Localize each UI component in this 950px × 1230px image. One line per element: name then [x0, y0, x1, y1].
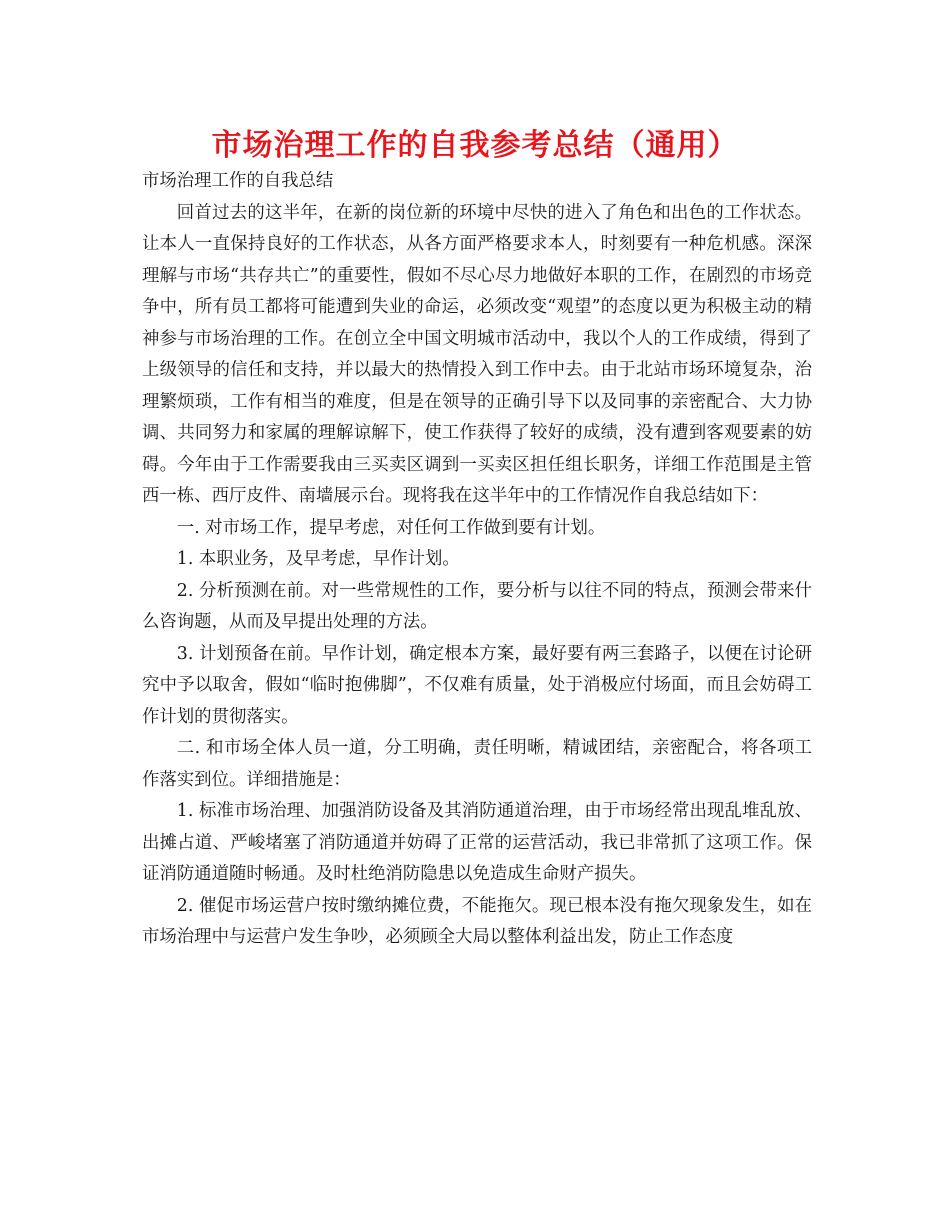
document-body — [142, 166, 812, 954]
paragraph: 2. 分析预测在前。对一些常规性的工作，要分析与以往不同的特点，预测会带来什么咨询题，从而及早提出处理的方法。 — [142, 580, 812, 632]
paragraph: 回首过去的这半年，在新的岗位新的环境中尽快的进入了角色和出色的工作状态。让本人一直保持良好的工作状态，从各方面严格要求本人，时刻要有一种危机感。深深理解与市场“共存共亡”的重要性，假如不尽心尽力地做好本职的工作，在剧烈的市场竞争中，所有员工都将可能遭到失业的命运，必须改变“观望”的态度以更为积极主动的精神参与市场治理的工作。在创立全中国文明城市活动中，我以个人的工作成绩，得到了上级领导的信任和支持，并以最大的热情投入到工作中去。由于北站市场环境复杂，治理繁烦琐，工作有相当的难度，但是在领导的正确引导下以及同事的亲密配合、大力协调、共同努力和家属的理解谅解下，使工作获得了较好的成绩，没有遭到客观要素的妨碍。今年由于工作需要我由三买卖区调到一买卖区担任组长职务，详细工作范围是主管西一栋、西厅皮件、南墙展示台。现将我在这半年中的工作情况作自我总结如下： — [142, 202, 812, 506]
document-title: 市场治理工作的自我参考总结（通用） — [211, 128, 739, 163]
paragraph: 3. 计划预备在前。早作计划，确定根本方案，最好要有两三套路子，以便在讨论研究中予以取舍，假如“临时抱佛脚”，不仅难有质量，处于消极应付场面，而且会妨碍工作计划的贯彻落实。 — [142, 643, 812, 727]
paragraph: 1. 本职业务，及早考虑，早作计划。 — [176, 549, 460, 569]
paragraph: 2. 催促市场运营户按时缴纳摊位费，不能拖欠。现已根本没有拖欠现象发生，如在市场治理中与运营户发生争吵，必须顾全大局以整体利益出发，防止工作态度 — [142, 895, 812, 947]
paragraph: 1. 标准市场治理、加强消防设备及其消防通道治理，由于市场经常出现乱堆乱放、出摊占道、严峻堵塞了消防通道并妨碍了正常的运营活动，我已非常抓了这项工作。保证消防通道随时畅通。及时杜绝消防隐患以免造成生命财产损失。 — [142, 801, 812, 884]
document-subtitle: 市场治理工作的自我总结 — [142, 171, 334, 191]
paragraph: 二. 和市场全体人员一道，分工明确，责任明晰，精诚团结，亲密配合，将各项工作落实到位。详细措施是： — [142, 738, 812, 790]
paragraph: 一. 对市场工作，提早考虑，对任何工作做到要有计划。 — [176, 517, 606, 538]
